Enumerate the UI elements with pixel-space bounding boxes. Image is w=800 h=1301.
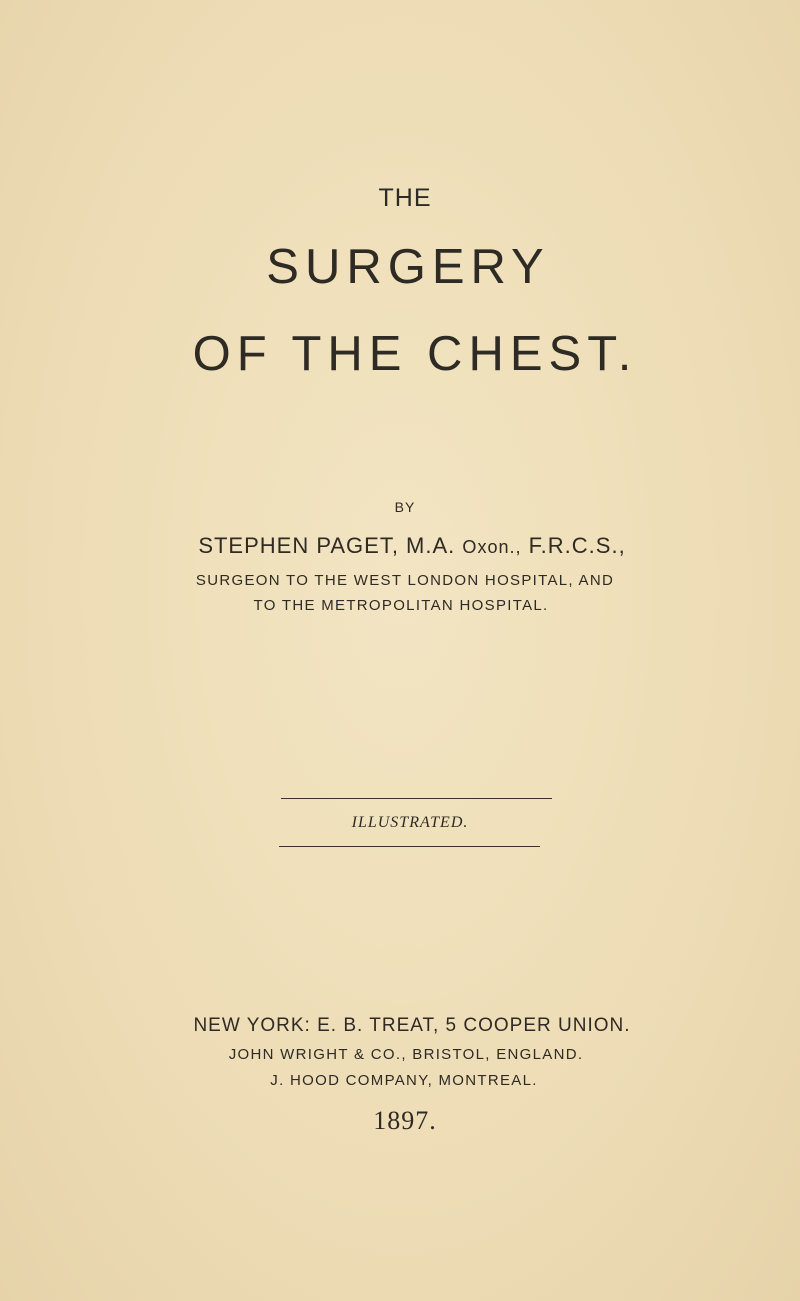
imprint-line1: NEW YORK: E. B. TREAT, 5 COOPER UNION.: [193, 1015, 631, 1036]
divider-bottom: [279, 846, 540, 847]
author-position-line2: TO THE METROPOLITAN HOSPITAL.: [253, 597, 549, 614]
divider-top: [281, 798, 552, 799]
author-line: [12, 535, 800, 557]
imprint-line3: J. HOOD COMPANY, MONTREAL.: [270, 1072, 538, 1089]
author-name: STEPHEN PAGET, M.A.: [198, 533, 456, 558]
title-line-of-the-chest: OF THE CHEST.: [192, 327, 638, 381]
byline-by: BY: [394, 499, 416, 515]
title-line-the: THE: [378, 184, 432, 212]
illustrated-label: ILLUSTRATED.: [351, 814, 469, 831]
author-degree: F.R.C.S.,: [528, 533, 626, 558]
imprint-year: 1897.: [373, 1106, 437, 1135]
title-line-surgery: SURGERY: [266, 240, 550, 294]
imprint-line2: JOHN WRIGHT & CO., BRISTOL, ENGLAND.: [228, 1046, 584, 1063]
author-position-line1: SURGEON TO THE WEST LONDON HOSPITAL, AND: [195, 572, 615, 589]
author-oxon: Oxon.,: [462, 537, 522, 557]
